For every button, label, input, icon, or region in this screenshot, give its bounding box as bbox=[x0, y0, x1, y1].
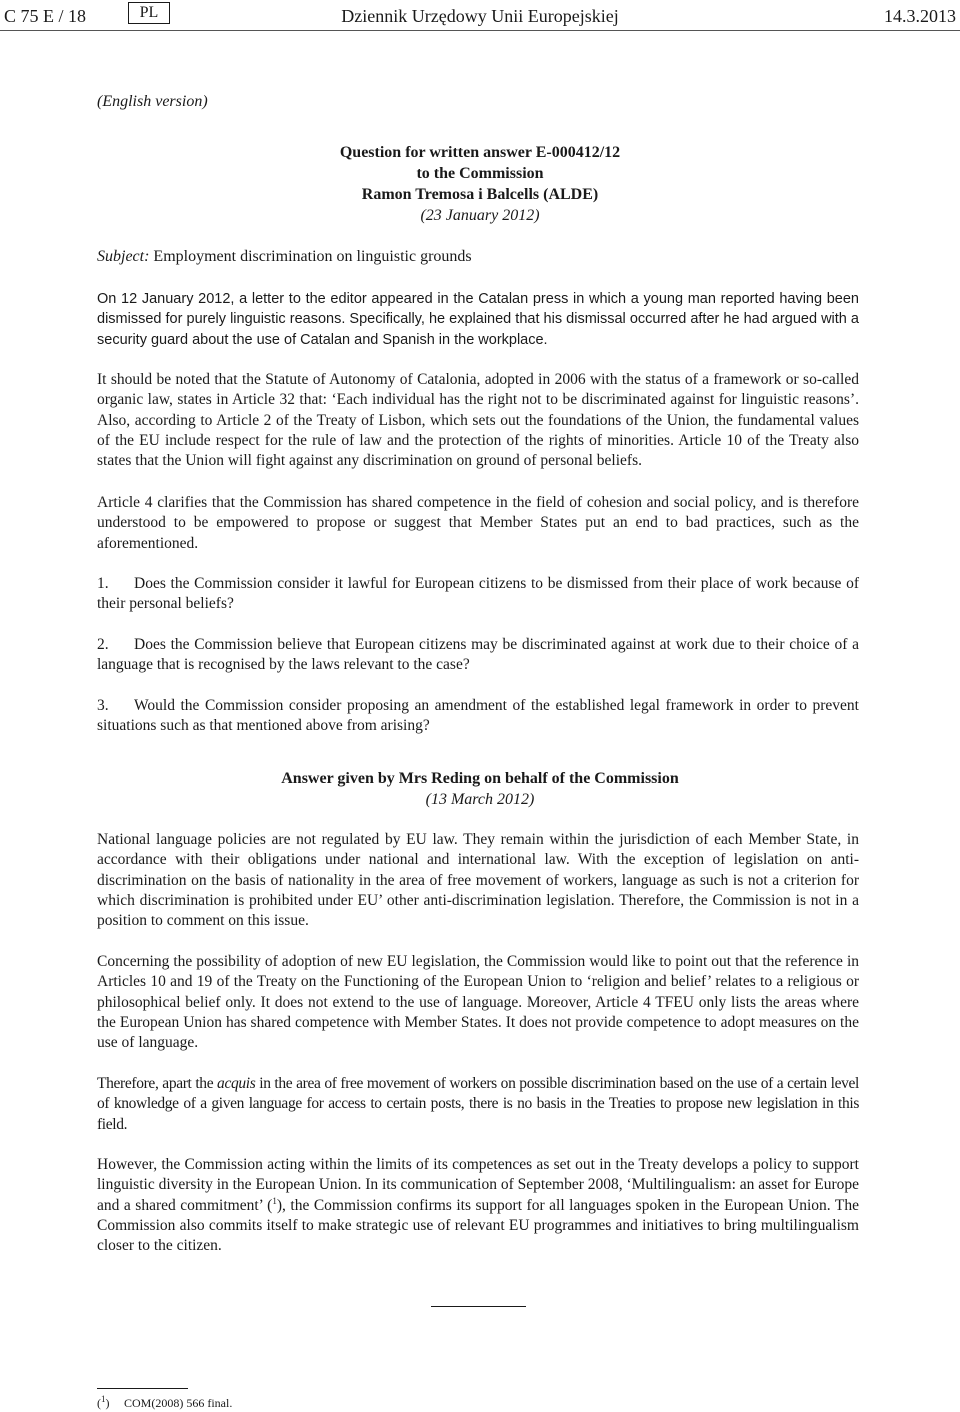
question-heading bbox=[0, 142, 960, 226]
acquis-term: acquis bbox=[217, 1075, 256, 1092]
question-number: 3. bbox=[97, 697, 109, 714]
answer-paragraph: Concerning the possibility of adoption of new EU legislation, the Commission would like to point out that the reference in Articles 10 and 19 of the Treaty on the Functioning of the European Union to ‘religion and belief’ relates to a religious or philosophical belief only. It does not extend to the use of language. Moreover, Article 4 TFEU only lists the areas where the European Union has shared competence with Member States. It does not provide competence to adopt measures on the use of language. bbox=[97, 953, 859, 1052]
subject-line bbox=[97, 247, 472, 267]
version-note: (English version) bbox=[97, 93, 208, 110]
subject-label: Subject: bbox=[97, 248, 150, 265]
question-recipient: to the Commission bbox=[416, 165, 544, 182]
question-item bbox=[97, 635, 859, 676]
answer-paragraph: National language policies are not regulated by EU law. They remain within the jurisdiction of each Member State, in accordance with their obligations under national and international law. With the exception of legislation on anti-discrimination on the basis of nationality in the area of free movement of workers, language as such is not a criterion for which discrimination is prohibited under EU’ other anti-discrimination legislation. Therefore, the Commission is not in a position to comment on this issue. bbox=[97, 831, 859, 930]
footnote-rule bbox=[97, 1388, 188, 1389]
answer-paragraph bbox=[97, 1074, 859, 1135]
question-item bbox=[97, 574, 859, 615]
answer-text: in the area of free movement of workers on possible discrimination based on the use of a certain level of knowledge of a given language for access to certain posts, there is no basis in the Treaties to propose new legislation in this field. bbox=[97, 1075, 859, 1133]
footnote-reference[interactable]: 1 bbox=[272, 1195, 277, 1206]
answer-text: Therefore, apart the bbox=[97, 1075, 218, 1092]
end-rule bbox=[431, 1306, 526, 1307]
answer-paragraph bbox=[97, 1155, 859, 1256]
question-text: Would the Commission consider proposing an amendment of the established legal framework in order to prevent situations such as that mentioned above from arising? bbox=[97, 697, 859, 735]
publication-date: 14.3.2013 bbox=[884, 6, 956, 26]
answer-date: (13 March 2012) bbox=[425, 791, 535, 808]
answer-text: ), the Commission confirms its support for all languages spoken in the European Union. The Commission also commits itself to make strategic use of relevant EU programmes and initiatives to bring multilingualism closer to the citizen. bbox=[97, 1196, 860, 1255]
answer-heading bbox=[0, 768, 960, 810]
question-number: 1. bbox=[97, 575, 109, 592]
question-text: Does the Commission believe that European citizens may be discriminated against at work due to their choice of a language that is recognised by the laws relevant to the case? bbox=[97, 636, 859, 674]
answer-title: Answer given by Mrs Reding on behalf of the Commission bbox=[281, 770, 679, 787]
question-date: (23 January 2012) bbox=[420, 207, 540, 224]
footnote-mark: 1 bbox=[101, 1394, 106, 1404]
language-code-box: PL bbox=[128, 2, 170, 24]
question-author: Ramon Tremosa i Balcells (ALDE) bbox=[361, 186, 599, 203]
question-item bbox=[97, 696, 859, 737]
page-header bbox=[0, 0, 960, 34]
question-number: 2. bbox=[97, 636, 109, 653]
question-text: Does the Commission consider it lawful for European citizens to be dismissed from their place of work because of their personal beliefs? bbox=[97, 575, 859, 613]
question-paragraph: On 12 January 2012, a letter to the editor appeared in the Catalan press in which a young man reported having been dismissed for purely linguistic reasons. Specifically, he explained that his dismissal occurred after he had argued with a security guard about the use of Catalan and Spanish in the workplace. bbox=[97, 291, 859, 348]
footnote-text: COM(2008) 566 final. bbox=[124, 1396, 233, 1410]
subject-text: Employment discrimination on linguistic grounds bbox=[149, 248, 472, 265]
header-rule bbox=[0, 30, 960, 31]
question-paragraph: Article 4 clarifies that the Commission has shared competence in the field of cohesion and social policy, and is therefore understood to be empowered to propose or suggest that Member States put an end to bad practices, such as the aforementioned. bbox=[97, 494, 859, 552]
journal-title: Dziennik Urzędowy Unii Europejskiej bbox=[341, 6, 619, 26]
footnote: ($^1$) COM(2008) 566 final. bbox=[97, 1394, 233, 1410]
question-paragraph: It should be noted that the Statute of Autonomy of Catalonia, adopted in 2006 with the status of a framework or so-called organic law, states in Article 32 that: ‘Each individual has the right not to be discriminated against for linguistic reasons’. Also, according to Article 2 of the Treaty of Lisbon, which sets out the foundations of the Union, the fundamental values of the EU include respect for the rule of law and the protection of the rights of minorities. Article 10 of the Treaty also states that the Union will fight against any discrimination on ground of personal beliefs. bbox=[97, 371, 859, 470]
journal-reference: C 75 E / 18 bbox=[4, 6, 87, 26]
question-title: Question for written answer E-000412/12 bbox=[339, 144, 621, 161]
answer-text: However, the Commission acting within the limits of its competences as set out in the Treaty develops a policy to support linguistic diversity in the European Union. In its communication of September 2008, ‘Multilingualism: an asset for Europe and a shared commitment’ ( bbox=[97, 1156, 859, 1214]
